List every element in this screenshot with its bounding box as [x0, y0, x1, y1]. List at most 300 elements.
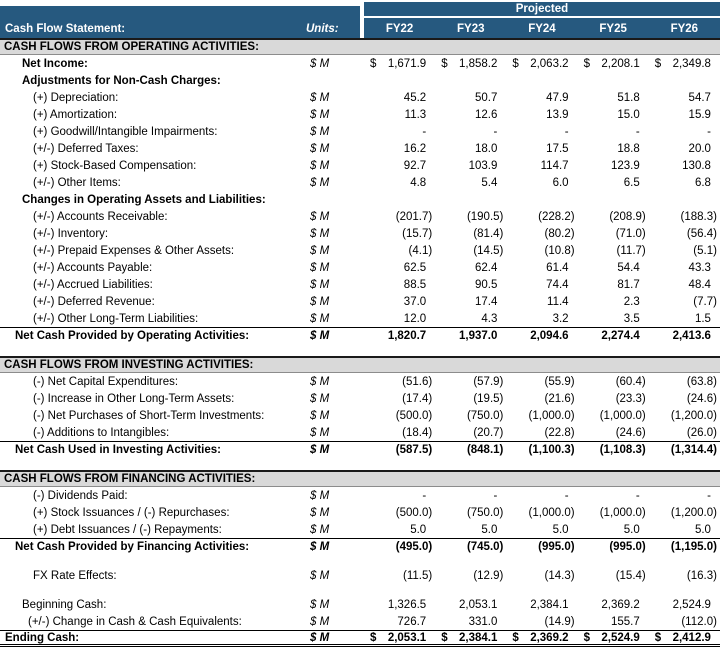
cell-value [578, 55, 649, 72]
cell-number: (112.0) [681, 615, 717, 628]
cell-number: (19.5) [473, 392, 504, 405]
cell-value [435, 504, 506, 521]
row-units: $ M [310, 227, 330, 240]
cell-number: 11.3 [404, 108, 427, 121]
cell-value [578, 106, 649, 123]
row-units: $ M [310, 125, 330, 138]
cell-number: 2,384.1 [459, 631, 498, 644]
cell-number: - [707, 125, 711, 138]
cell-number: 331.0 [468, 615, 498, 628]
cell-number: (11.7) [616, 244, 646, 257]
cell-number: 2,412.9 [672, 631, 711, 644]
cell-number: (15.7) [402, 227, 433, 240]
row-label: (+) Debt Issuances / (-) Repayments: [33, 523, 222, 536]
cell-value [649, 613, 720, 630]
row-units: $ M [310, 330, 330, 342]
cell-value [506, 191, 577, 208]
row-label: FX Rate Effects: [33, 569, 117, 582]
cell-value [506, 328, 577, 344]
row-label: (+/-) Other Items: [33, 176, 121, 189]
cell-value [649, 157, 720, 174]
cell-value [578, 310, 649, 327]
cell-number: 155.7 [610, 615, 640, 628]
cell-number: (5.1) [693, 244, 717, 257]
cell-number: - [564, 489, 569, 502]
cell-value [435, 293, 506, 310]
cell-number: (500.0) [395, 409, 433, 422]
cell-number: 5.0 [410, 523, 427, 536]
cell-number: 2,208.1 [601, 57, 640, 70]
cell-value [578, 373, 649, 390]
row-units: $ M [310, 278, 330, 291]
cell-number: (190.5) [466, 210, 504, 223]
cell-number: (745.0) [466, 541, 504, 553]
cell-value [435, 487, 506, 504]
table-row [0, 521, 720, 538]
row-label: (+/-) Accounts Receivable: [33, 210, 168, 223]
cell-value [435, 596, 506, 613]
table-row [0, 276, 720, 293]
cell-value [649, 123, 720, 140]
cell-value [649, 72, 720, 89]
row-units: $ M [310, 375, 330, 388]
row-units: $ M [310, 312, 330, 325]
cell-value [578, 123, 649, 140]
cell-value [506, 225, 577, 242]
cell-number: - [493, 489, 498, 502]
cell-value [649, 208, 720, 225]
cell-number: (10.8) [544, 244, 575, 257]
cell-number: 17.5 [546, 142, 569, 155]
cell-number: (51.6) [402, 375, 433, 388]
cell-value [649, 521, 720, 538]
cell-number: 6.0 [552, 176, 569, 189]
section-header-row [0, 38, 720, 55]
row-label: (-) Dividends Paid: [33, 489, 128, 502]
table-row [0, 174, 720, 191]
row-units: $ M [310, 631, 330, 644]
cell-value [435, 174, 506, 191]
cell-value [649, 328, 720, 344]
cell-number: (14.9) [544, 615, 575, 628]
cell-value [364, 539, 435, 555]
cell-value [435, 567, 506, 584]
cell-number: 4.3 [481, 312, 498, 325]
cell-number: 62.5 [403, 261, 427, 274]
cell-number: 11.4 [547, 295, 569, 308]
cell-number: 74.4 [546, 278, 569, 291]
row-units: $ M [310, 244, 330, 257]
table-row [0, 424, 720, 441]
cell-number: 54.4 [617, 261, 640, 274]
cell-number: (1,108.3) [599, 444, 646, 456]
cell-number: 50.7 [474, 91, 498, 104]
cell-number: 103.9 [468, 159, 498, 172]
cell-number: 123.9 [610, 159, 640, 172]
cell-number: (63.8) [686, 375, 717, 388]
cell-value [649, 596, 720, 613]
table-row [0, 259, 720, 276]
cell-number: (80.2) [544, 227, 575, 240]
cell-value [578, 72, 649, 89]
blank-row [0, 555, 720, 567]
blank-row [0, 458, 720, 470]
cell-number: (24.6) [686, 392, 717, 405]
row-label: (+/-) Other Long-Term Liabilities: [33, 312, 199, 325]
cell-value [435, 191, 506, 208]
cell-number: 5.0 [623, 523, 640, 536]
dollar-sign: $ [441, 57, 448, 70]
cell-number: 12.6 [474, 108, 498, 121]
cell-value [578, 631, 649, 644]
cell-number: (24.6) [615, 426, 646, 439]
cell-value [435, 140, 506, 157]
cell-value [435, 242, 506, 259]
cell-number: (11.5) [402, 569, 433, 582]
row-label: (-) Net Capital Expenditures: [33, 375, 179, 388]
cell-number: (17.4) [402, 392, 433, 405]
cell-value [649, 276, 720, 293]
cell-value [506, 504, 577, 521]
cell-number: 15.9 [688, 108, 711, 121]
cell-value [578, 242, 649, 259]
year-header-fy23: FY23 [435, 18, 506, 38]
cell-number: (500.0) [395, 506, 433, 519]
table-row [0, 390, 720, 407]
cell-number: - [493, 125, 498, 138]
table-row [0, 208, 720, 225]
row-label: Changes in Operating Assets and Liabilities: [22, 193, 266, 206]
cell-number: (15.4) [615, 569, 646, 582]
cell-value [506, 89, 577, 106]
cell-value [649, 407, 720, 424]
cell-value [578, 521, 649, 538]
cell-value [435, 55, 506, 72]
cell-number: 2,413.6 [672, 330, 711, 342]
cell-value [364, 55, 435, 72]
year-header-fy24: FY24 [506, 18, 577, 38]
cell-value [578, 276, 649, 293]
dollar-sign: $ [512, 631, 519, 644]
row-units: $ M [310, 506, 330, 519]
cell-value [435, 539, 506, 555]
row-label: (+/-) Deferred Taxes: [33, 142, 139, 155]
cell-value [435, 259, 506, 276]
cell-value [506, 407, 577, 424]
cell-number: 2,274.4 [601, 330, 640, 342]
cell-number: (22.8) [544, 426, 575, 439]
cell-number: 45.2 [403, 91, 427, 104]
cell-number: - [635, 489, 640, 502]
cell-value [506, 442, 577, 458]
cell-number: 2.3 [623, 295, 640, 308]
cell-value [578, 140, 649, 157]
row-label: Net Cash Provided by Financing Activities: [15, 541, 250, 553]
table-row [0, 596, 720, 613]
cell-number: 2,524.9 [672, 598, 711, 611]
cell-number: 2,369.2 [601, 598, 640, 611]
cell-value [435, 157, 506, 174]
cell-value [364, 191, 435, 208]
row-units: $ M [310, 210, 330, 223]
cell-number: (57.9) [473, 375, 504, 388]
cell-value [435, 631, 506, 644]
cell-value [506, 174, 577, 191]
cell-value [506, 373, 577, 390]
cell-number: (1,000.0) [528, 409, 575, 422]
cell-number: 1,326.5 [387, 598, 427, 611]
row-label: (+/-) Prepaid Expenses & Other Assets: [33, 244, 235, 257]
cell-value [435, 208, 506, 225]
header-left-fill [0, 0, 360, 18]
cell-number: (201.7) [395, 210, 433, 223]
year-header-fy22: FY22 [364, 18, 435, 38]
total-row [0, 327, 720, 344]
projected-header: Projected [364, 0, 720, 18]
row-label: (+) Amortization: [33, 108, 118, 121]
total-row [0, 441, 720, 458]
row-label: (+/-) Accounts Payable: [33, 261, 153, 274]
cell-number: 18.8 [617, 142, 640, 155]
dollar-sign: $ [370, 57, 377, 70]
cell-number: 1,820.7 [387, 330, 427, 342]
cell-number: (208.9) [609, 210, 646, 223]
statement-rows [0, 38, 720, 647]
cell-value [506, 487, 577, 504]
row-units: $ M [310, 108, 330, 121]
cell-number: 130.8 [682, 159, 711, 172]
cell-value [364, 613, 435, 630]
cell-number: (228.2) [538, 210, 575, 223]
cell-number: (4.1) [408, 244, 433, 257]
cell-number: 2,369.2 [530, 631, 569, 644]
row-label: (+) Depreciation: [33, 91, 119, 104]
cell-number: 62.4 [474, 261, 498, 274]
cell-value [649, 242, 720, 259]
cell-value [506, 140, 577, 157]
cell-number: 2,349.8 [672, 57, 711, 70]
row-units: $ M [310, 392, 330, 405]
row-label: Net Income: [22, 57, 88, 70]
cell-number: (1,000.0) [599, 506, 646, 519]
cell-value [435, 276, 506, 293]
cell-value [435, 424, 506, 441]
table-row [0, 293, 720, 310]
cell-value [649, 106, 720, 123]
row-units: $ M [310, 598, 330, 611]
cell-number: (56.4) [686, 227, 717, 240]
cell-number: 5.4 [481, 176, 498, 189]
row-units: $ M [310, 91, 330, 104]
cell-value [649, 631, 720, 644]
cell-value [435, 225, 506, 242]
cell-number: (23.3) [615, 392, 646, 405]
dollar-sign: $ [654, 57, 662, 70]
row-label: (-) Additions to Intangibles: [33, 426, 170, 439]
row-units: $ M [310, 569, 330, 582]
cell-value [506, 521, 577, 538]
cell-value [578, 208, 649, 225]
cell-value [364, 328, 435, 344]
cell-number: 6.8 [694, 176, 711, 189]
cell-value [578, 390, 649, 407]
cell-value [364, 373, 435, 390]
table-row [0, 72, 720, 89]
cell-value [435, 106, 506, 123]
cell-number: - [707, 489, 711, 502]
section-header-label: CASH FLOWS FROM INVESTING ACTIVITIES: [4, 359, 254, 371]
table-row [0, 225, 720, 242]
cell-number: (1,000.0) [528, 506, 575, 519]
row-label: (+) Stock-Based Compensation: [33, 159, 197, 172]
dollar-sign: $ [370, 631, 377, 644]
cell-number: 47.9 [546, 91, 569, 104]
cell-value [506, 631, 577, 644]
row-units: $ M [310, 489, 330, 502]
cell-number: 6.5 [623, 176, 640, 189]
cell-value [435, 328, 506, 344]
table-row [0, 157, 720, 174]
cell-value [364, 259, 435, 276]
cell-value [435, 310, 506, 327]
row-units: $ M [310, 615, 330, 628]
cell-number: (16.3) [686, 569, 717, 582]
cell-number: 3.2 [552, 312, 569, 325]
cell-value [649, 390, 720, 407]
table-row [0, 613, 720, 630]
cell-value [649, 259, 720, 276]
row-label: Net Cash Used in Investing Activities: [15, 444, 221, 456]
cell-number: 2,053.1 [387, 631, 427, 644]
cell-number: 2,524.9 [601, 631, 640, 644]
cell-value [649, 567, 720, 584]
row-label: (+/-) Inventory: [33, 227, 109, 240]
cell-number: 13.9 [546, 108, 569, 121]
cell-value [649, 174, 720, 191]
cell-number: 5.0 [694, 523, 711, 536]
cell-number: 90.5 [474, 278, 498, 291]
cell-value [435, 613, 506, 630]
cell-number: 5.0 [481, 523, 498, 536]
dollar-sign: $ [583, 631, 590, 644]
cell-value [364, 157, 435, 174]
cell-value [649, 424, 720, 441]
cell-number: (26.0) [686, 426, 717, 439]
cell-value [364, 242, 435, 259]
row-label: (+/-) Change in Cash & Cash Equivalents: [28, 615, 242, 628]
cell-value [364, 123, 435, 140]
cell-value [506, 72, 577, 89]
cell-value [435, 390, 506, 407]
row-label: Beginning Cash: [22, 598, 107, 611]
units-column-header: Units: [300, 18, 360, 38]
table-row [0, 407, 720, 424]
statement-title: Cash Flow Statement: [0, 18, 300, 38]
cell-number: (188.3) [680, 210, 717, 223]
section-header-row [0, 356, 720, 373]
cell-value [364, 442, 435, 458]
row-label: Adjustments for Non-Cash Charges: [22, 74, 221, 87]
cell-number: (750.0) [466, 409, 504, 422]
dollar-sign: $ [583, 57, 590, 70]
cell-value [506, 293, 577, 310]
cell-value [364, 72, 435, 89]
cell-number: (60.4) [615, 375, 646, 388]
row-units: $ M [310, 444, 330, 456]
cell-number: - [422, 125, 427, 138]
cell-number: (495.0) [395, 541, 433, 553]
cell-value [506, 613, 577, 630]
cell-value [435, 89, 506, 106]
blank-row [0, 584, 720, 596]
cell-number: (1,195.0) [670, 541, 717, 553]
cell-number: 114.7 [540, 159, 569, 172]
row-label: (-) Increase in Other Long-Term Assets: [33, 392, 235, 405]
cell-value [364, 89, 435, 106]
cell-value [435, 521, 506, 538]
cell-number: 1,858.2 [459, 57, 498, 70]
cell-value [578, 89, 649, 106]
cell-number: 726.7 [397, 615, 427, 628]
cell-value [506, 424, 577, 441]
cell-value [578, 259, 649, 276]
cell-number: (1,314.4) [670, 444, 717, 456]
dollar-sign: $ [441, 631, 448, 644]
cell-number: 20.0 [688, 142, 711, 155]
table-row [0, 373, 720, 390]
cell-number: (81.4) [473, 227, 504, 240]
cell-number: (21.6) [544, 392, 575, 405]
cell-number: 5.0 [552, 523, 569, 536]
cell-number: 16.2 [403, 142, 427, 155]
cell-number: 2,384.1 [530, 598, 569, 611]
section-header-row [0, 470, 720, 487]
table-row [0, 55, 720, 72]
cell-number: 3.5 [623, 312, 640, 325]
cell-value [506, 208, 577, 225]
cell-value [649, 293, 720, 310]
cell-value [649, 310, 720, 327]
cell-number: (14.5) [473, 244, 504, 257]
cell-value [364, 596, 435, 613]
cell-number: 48.4 [688, 278, 711, 291]
cell-value [364, 521, 435, 538]
header-projected-row [0, 0, 720, 18]
header-columns-row [0, 18, 720, 38]
cell-number: 4.8 [410, 176, 427, 189]
cell-value [649, 191, 720, 208]
row-units: $ M [310, 142, 330, 155]
cell-value [578, 504, 649, 521]
row-units: $ M [310, 541, 330, 553]
row-units: $ M [310, 523, 330, 536]
dollar-sign: $ [512, 57, 519, 70]
table-row [0, 504, 720, 521]
cell-value [506, 567, 577, 584]
cell-value [578, 293, 649, 310]
cell-value [364, 140, 435, 157]
row-label: Ending Cash: [5, 631, 80, 644]
cell-number: (20.7) [473, 426, 504, 439]
row-label: (-) Net Purchases of Short-Term Investments: [33, 409, 265, 422]
cell-number: - [564, 125, 569, 138]
cell-value [649, 442, 720, 458]
table-row [0, 106, 720, 123]
cell-value [649, 225, 720, 242]
cell-value [364, 174, 435, 191]
cell-value [435, 373, 506, 390]
cell-value [364, 407, 435, 424]
